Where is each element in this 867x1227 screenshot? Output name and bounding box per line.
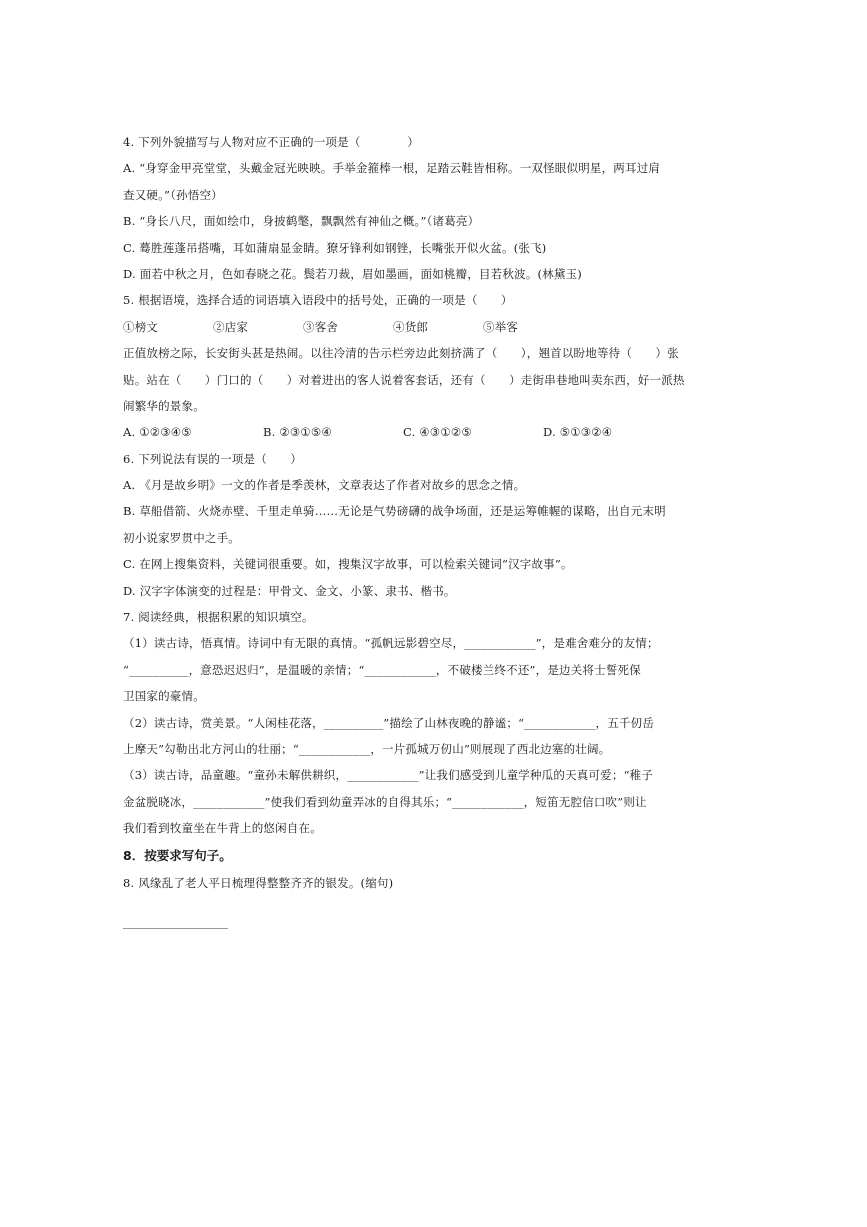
q7-part1: （1）读古诗，悟真情。诗词中有无限的真情。“孤帆远影碧空尽，____________”，是难舍难分的友情； [123, 636, 659, 651]
q6-option-c: C. 在网上搜集资料，关键词很重要。如，搜集汉字故事，可以检索关键词“汉字故事”。 [123, 557, 573, 572]
q4-option-c: C. 蓦胜莲蓬吊搭嘴，耳如蒲扇显金睛。獠牙锋利如钢锉，长嘴张开似火盆。(张飞) [123, 240, 547, 255]
q4-option-d: D. 面若中秋之月，色如春晓之花。鬓若刀裁，眉如墨画，面如桃瓣，目若秋波。(林黛玉) [123, 266, 582, 281]
q5-word: ③客舍 [303, 319, 339, 334]
q4-stem: 4. 下列外貌描写与人物对应不正确的一项是（ ） [123, 135, 420, 149]
q5-choices [123, 419, 807, 445]
q5-word-list [123, 314, 807, 340]
q5-passage: 正值放榜之际，长安街头甚是热闹。以往冷清的告示栏旁边此刻挤满了（ ），翘首以盼地等待（ ）张 [123, 346, 679, 361]
q6-stem: 6. 下列说法有误的一项是（ ） [123, 451, 303, 466]
q4-option-b: B. “身长八尺，面如绘巾，身披鹤氅，飘飘然有神仙之概。”（诸葛亮） [123, 214, 480, 229]
q6-option-b: B. 草船借箭、火烧赤壁、千里走单骑……无论是气势磅礴的战争场面，还是运筹帷幄的谋略，出自元末明 [123, 504, 666, 519]
q7-part2: （2）读古诗，赏美景。“人闲桂花落，__________”描绘了山林夜晚的静谧；“____________，五千仞岳 [123, 715, 655, 730]
q5-passage: 闹繁华的景象。 [123, 398, 205, 413]
q5-choice-c: C. ④③①②⑤ [403, 425, 472, 440]
section-8-title: 8．按要求写句子。 [123, 847, 232, 863]
q5-choice-b: B. ②③①⑤④ [263, 425, 332, 440]
q5-choice-a: A. ①②③④⑤ [123, 425, 192, 440]
q7-part2: 上摩天”勾勒出北方河山的壮丽；“____________，一片孤城万仞山”则展现了西北边塞的壮阔。 [123, 741, 611, 756]
q7-part1: “__________，意恐迟迟归”，是温暖的亲情；“____________，不破楼兰终不还”，是边关将士誓死保 [123, 662, 641, 677]
footnote-divider [123, 928, 228, 929]
q5-word: ②店家 [213, 319, 249, 334]
q6-option-b-cont: 初小说家罗贯中之手。 [123, 530, 240, 545]
q5-word: ⑤举客 [483, 319, 519, 334]
q7-part3: 金盆脱晓冰，____________”使我们看到幼童弄冰的自得其乐；“____________，短笛无腔信口吹”则让 [123, 794, 647, 809]
q7-stem: 7. 阅读经典，根据积累的知识填空。 [123, 610, 314, 625]
q5-word: ①榜文 [123, 319, 159, 334]
q7-part1: 卫国家的豪情。 [123, 689, 205, 704]
q5-choice-d: D. ⑤①③②④ [543, 425, 613, 440]
q6-option-a: A. 《月是故乡明》一文的作者是季羡林，文章表达了作者对故乡的思念之情。 [123, 478, 526, 493]
q7-part3: （3）读古诗，品童趣。“童孙未解供耕织，____________”让我们感受到儿童学种瓜的天真可爱；“稚子 [123, 768, 654, 783]
q6-option-d: D. 汉字字体演变的过程是：甲骨文、金文、小篆、隶书、楷书。 [123, 583, 456, 598]
q5-passage: 贴。站在（ ）门口的（ ）对着进出的客人说着客套话，还有（ ）走街串巷地叫卖东西，好一派热 [123, 372, 685, 387]
q4-option-a-cont: 查又硬。”（孙悟空） [123, 187, 223, 202]
q5-word: ④货郎 [393, 319, 429, 334]
q4-option-a: A. “身穿金甲亮堂堂，头戴金冠光映映。手举金箍棒一根，足踏云鞋皆相称。一双怪眼似明星，两耳过肩 [123, 161, 661, 176]
q8-stem: 8. 风缘乱了老人平日梳理得整整齐齐的银发。(缩句) [123, 875, 394, 890]
q5-stem: 5. 根据语境，选择合适的词语填入语段中的括号处，正确的一项是（ ） [123, 293, 513, 308]
q7-part3: 我们看到牧童坐在牛背上的悠闲自在。 [123, 821, 322, 836]
